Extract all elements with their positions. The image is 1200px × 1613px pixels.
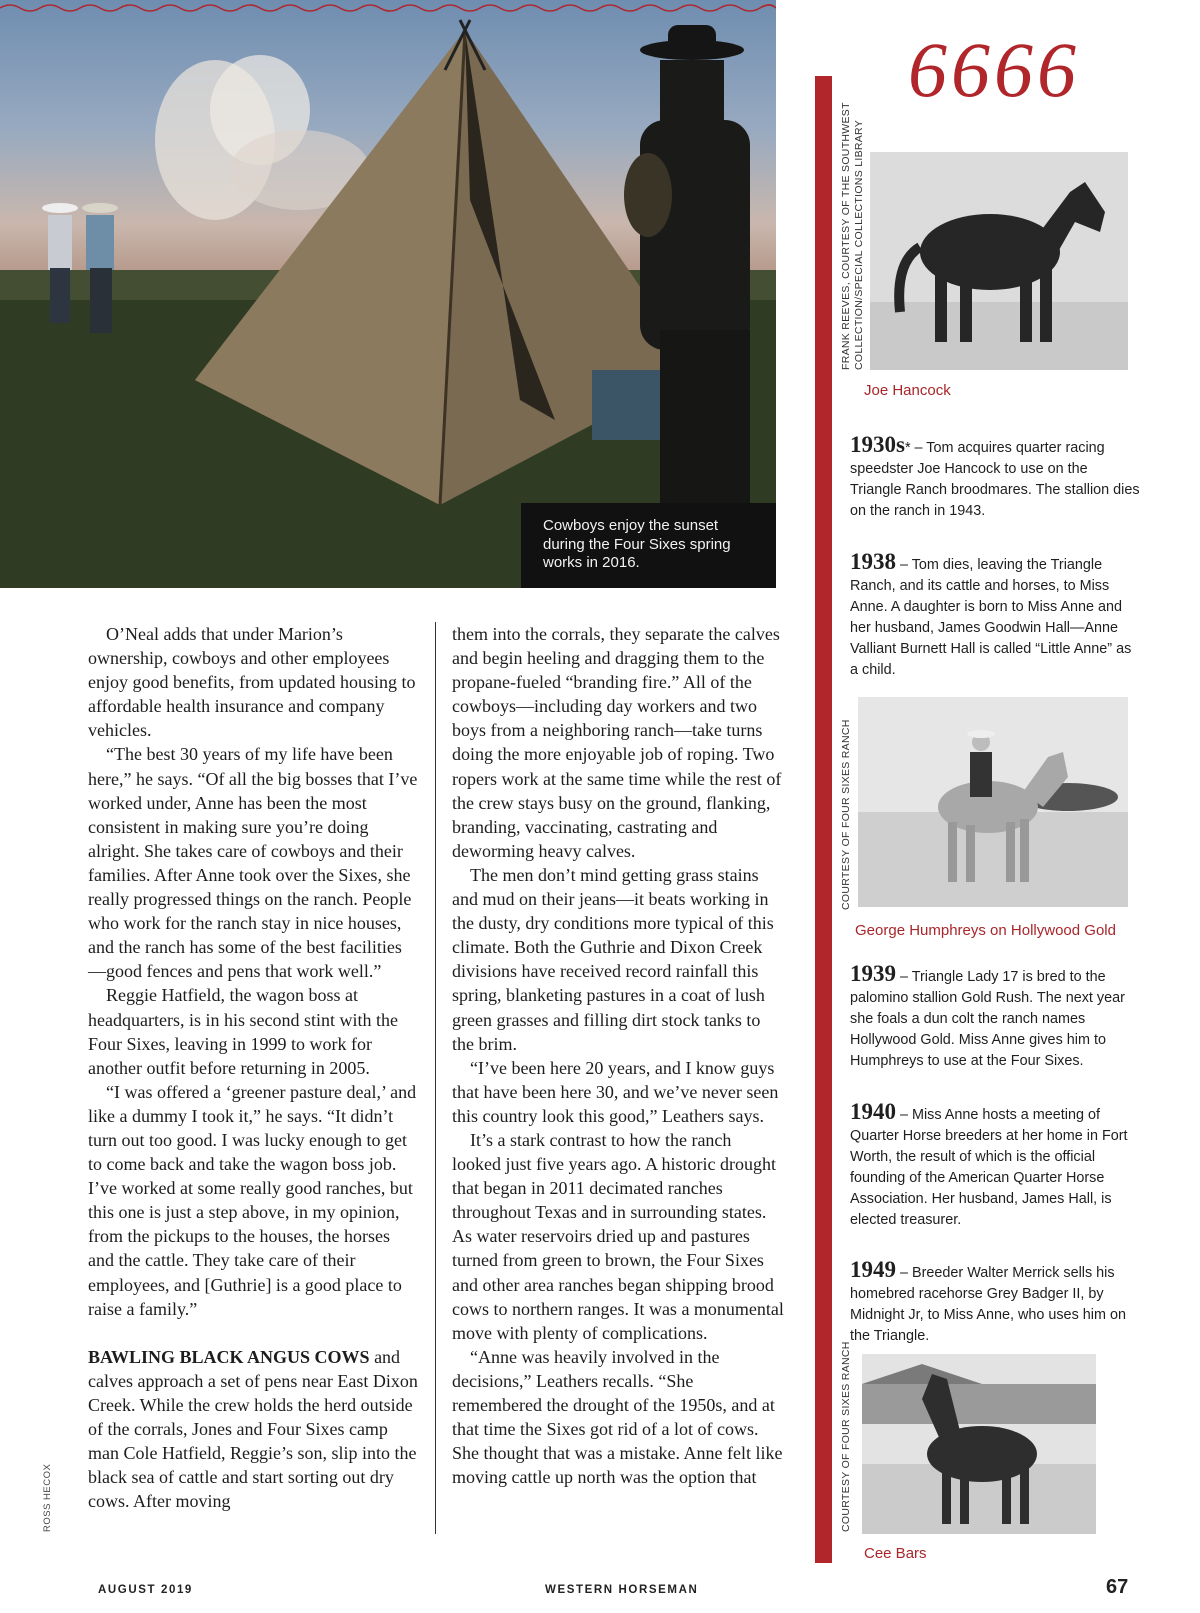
joe-hancock-photo — [870, 152, 1128, 370]
timeline-year: 1938 — [850, 549, 896, 574]
photo-credit — [840, 102, 866, 370]
hollywood-gold-photo — [858, 697, 1128, 907]
photo-credit-line: FRANK REEVES, COURTESY OF THE SOUTHWEST — [840, 102, 852, 370]
timeline-text: – Miss Anne hosts a meeting of Quarter Horse breeders at her home in Fort Worth, the result of which is the official founding of the American Quarter Horse Association. Her husband, James Hall, is elected treasurer. — [850, 1107, 1128, 1228]
timeline-year: 1940 — [850, 1099, 896, 1124]
article-column-2 — [452, 622, 784, 1489]
page-number: 67 — [1106, 1576, 1129, 1598]
timeline-text: – Tom dies, leaving the Triangle Ranch, and its cattle and horses, to Miss Anne. A daughter is born to Miss Anne and her husband, James Goodwin Hall—Anne Valliant Burnett Hall is called “Little Anne” as a child. — [850, 557, 1132, 678]
footer-date: AUGUST 2019 — [98, 1584, 193, 1596]
section-lead-rest: and calves approach a set of pens near East Dixon Creek. While the crew holds the herd outside of the corrals, Jones and Four Sixes camp man Cole Hatfield, Reggie’s son, slip into the black sea of cattle and start sorting out dry cows. After moving — [88, 1346, 418, 1512]
horse-barn-illustration — [862, 1354, 1096, 1534]
photo-credit: COURTESY OF FOUR SIXES RANCH — [840, 719, 852, 910]
timeline-asterisk: * — [904, 440, 911, 456]
timeline-entry — [850, 1101, 1140, 1231]
decorative-wave-rule — [0, 0, 776, 16]
horse-illustration — [870, 152, 1128, 370]
timeline-year: 1939 — [850, 961, 896, 986]
column-divider — [435, 622, 436, 1534]
sidebar-accent-bar — [815, 76, 832, 1563]
hero-caption: Cowboys enjoy the sunset during the Four Sixes spring works in 2016. — [543, 517, 731, 571]
photo-caption: George Humphreys on Hollywood Gold — [855, 922, 1116, 939]
paragraph: Reggie Hatfield, the wagon boss at headquarters, is in his second stint with the Four Sixes, leaving in 1999 to work for another outfit before returning in 2005. — [88, 985, 398, 1078]
footer-magazine: WESTERN HORSEMAN — [545, 1584, 699, 1596]
paragraph: The men don’t mind getting grass stains and mud on their jeans—it beats working in the dusty, dry conditions more typical of this climate. Both the Guthrie and Dixon Creek divisions have received record rainfall this spring, blanketing pastures in a coat of lush green grasses and filling dirt stock tanks to the brim. — [452, 864, 774, 1054]
paragraph: “I was offered a ‘greener pasture deal,’ and like a dummy I took it,” he says. “It didn’t turn out too good. I was lucky enough to get to come back and take the wagon boss job. I’ve worked at some really good ranches, but this one is just a step above, in my opinion, from the pickups to the houses, the horses and the cattle. They take care of their employees, and [Guthrie] is a good place to raise a family.” — [88, 1081, 417, 1319]
paragraph: “The best 30 years of my life have been here,” he says. “Of all the big bosses that I’ve worked under, Anne has been the most consistent in making sure you’re doing alright. She takes care of cowboys and their families. After Anne took over the Sixes, she really progressed things on the ranch. People who work for the ranch stay in nice houses, and the ranch has some of the best facilities—good fences and pens that work well.” — [88, 744, 418, 982]
paragraph: It’s a stark contrast to how the ranch looked just five years ago. A historic drought that began in 2011 decimated ranches throughout Texas and in surrounding states. As water reservoirs dried up and pastures turned from green to brown, the Four Sixes and other area ranches began shipping brood cows to northern ranges. It was a monumental move with plenty of complications. — [452, 1129, 784, 1343]
timeline-text: – Breeder Walter Merrick sells his homebred racehorse Grey Badger II, by Midnight Jr, to Miss Anne, who uses him on the Triangle. — [850, 1265, 1126, 1344]
hero-photo-illustration — [0, 0, 776, 588]
photo-credit: COURTESY OF FOUR SIXES RANCH — [840, 1341, 852, 1532]
timeline-text: – Tom acquires quarter racing speedster Joe Hancock to use on the Triangle Ranch broodmares. The stallion dies on the ranch in 1943. — [850, 440, 1140, 519]
paragraph: “I’ve been here 20 years, and I know guys that have been here 30, and we’ve never seen this country look this good,” Leathers says. — [452, 1057, 779, 1126]
timeline-year: 1949 — [850, 1257, 896, 1282]
timeline-entry — [850, 1259, 1140, 1347]
hero-photo — [0, 0, 776, 588]
rider-on-horse-illustration — [858, 697, 1128, 907]
section-opening-paragraph — [88, 1345, 418, 1514]
section-lead-in: BAWLING BLACK ANGUS COWS — [88, 1346, 370, 1367]
paragraph: “Anne was heavily involved in the decisions,” Leathers recalls. “She remembered the drought of the 1950s, and at that time the Sixes got rid of a lot of cows. She thought that was a mistake. Anne felt like moving cattle up north was the option that — [452, 1346, 783, 1488]
photo-caption: Cee Bars — [864, 1545, 927, 1562]
four-sixes-brand-logo — [908, 30, 1108, 110]
article-column-1 — [88, 622, 418, 1513]
timeline-year: 1930s — [850, 432, 905, 457]
timeline-entry — [850, 963, 1140, 1072]
paragraph: them into the corrals, they separate the calves and begin heeling and dragging them to the propane-fueled “branding fire.” All of the cowboys—including day workers and two boys from a neighboring ranch—take turns doing the more enjoyable job of roping. Two ropers work at the same time while the rest of the crew stays busy on the ground, flanking, branding, vaccinating, castrating and deworming heavy calves. — [452, 624, 782, 861]
photo-credit-line: COLLECTION/SPECIAL COLLECTIONS LIBRARY — [853, 119, 865, 370]
photo-caption: Joe Hancock — [864, 382, 951, 399]
timeline-entry — [850, 551, 1140, 681]
paragraph: O’Neal adds that under Marion’s ownership, cowboys and other employees enjoy good benefits, from updated housing to affordable health insurance and company vehicles. — [88, 624, 416, 741]
timeline-text: – Triangle Lady 17 is bred to the palomino stallion Gold Rush. The next year she foals a dun colt the ranch names Hollywood Gold. Miss Anne gives him to Humphreys to use at the Four Sixes. — [850, 969, 1125, 1069]
hero-caption-box — [521, 503, 776, 588]
cee-bars-photo — [862, 1354, 1096, 1534]
hero-photo-credit: ROSS HECOX — [42, 1463, 53, 1532]
timeline-entry — [850, 434, 1140, 522]
brand-text: 6666 — [908, 30, 1080, 110]
